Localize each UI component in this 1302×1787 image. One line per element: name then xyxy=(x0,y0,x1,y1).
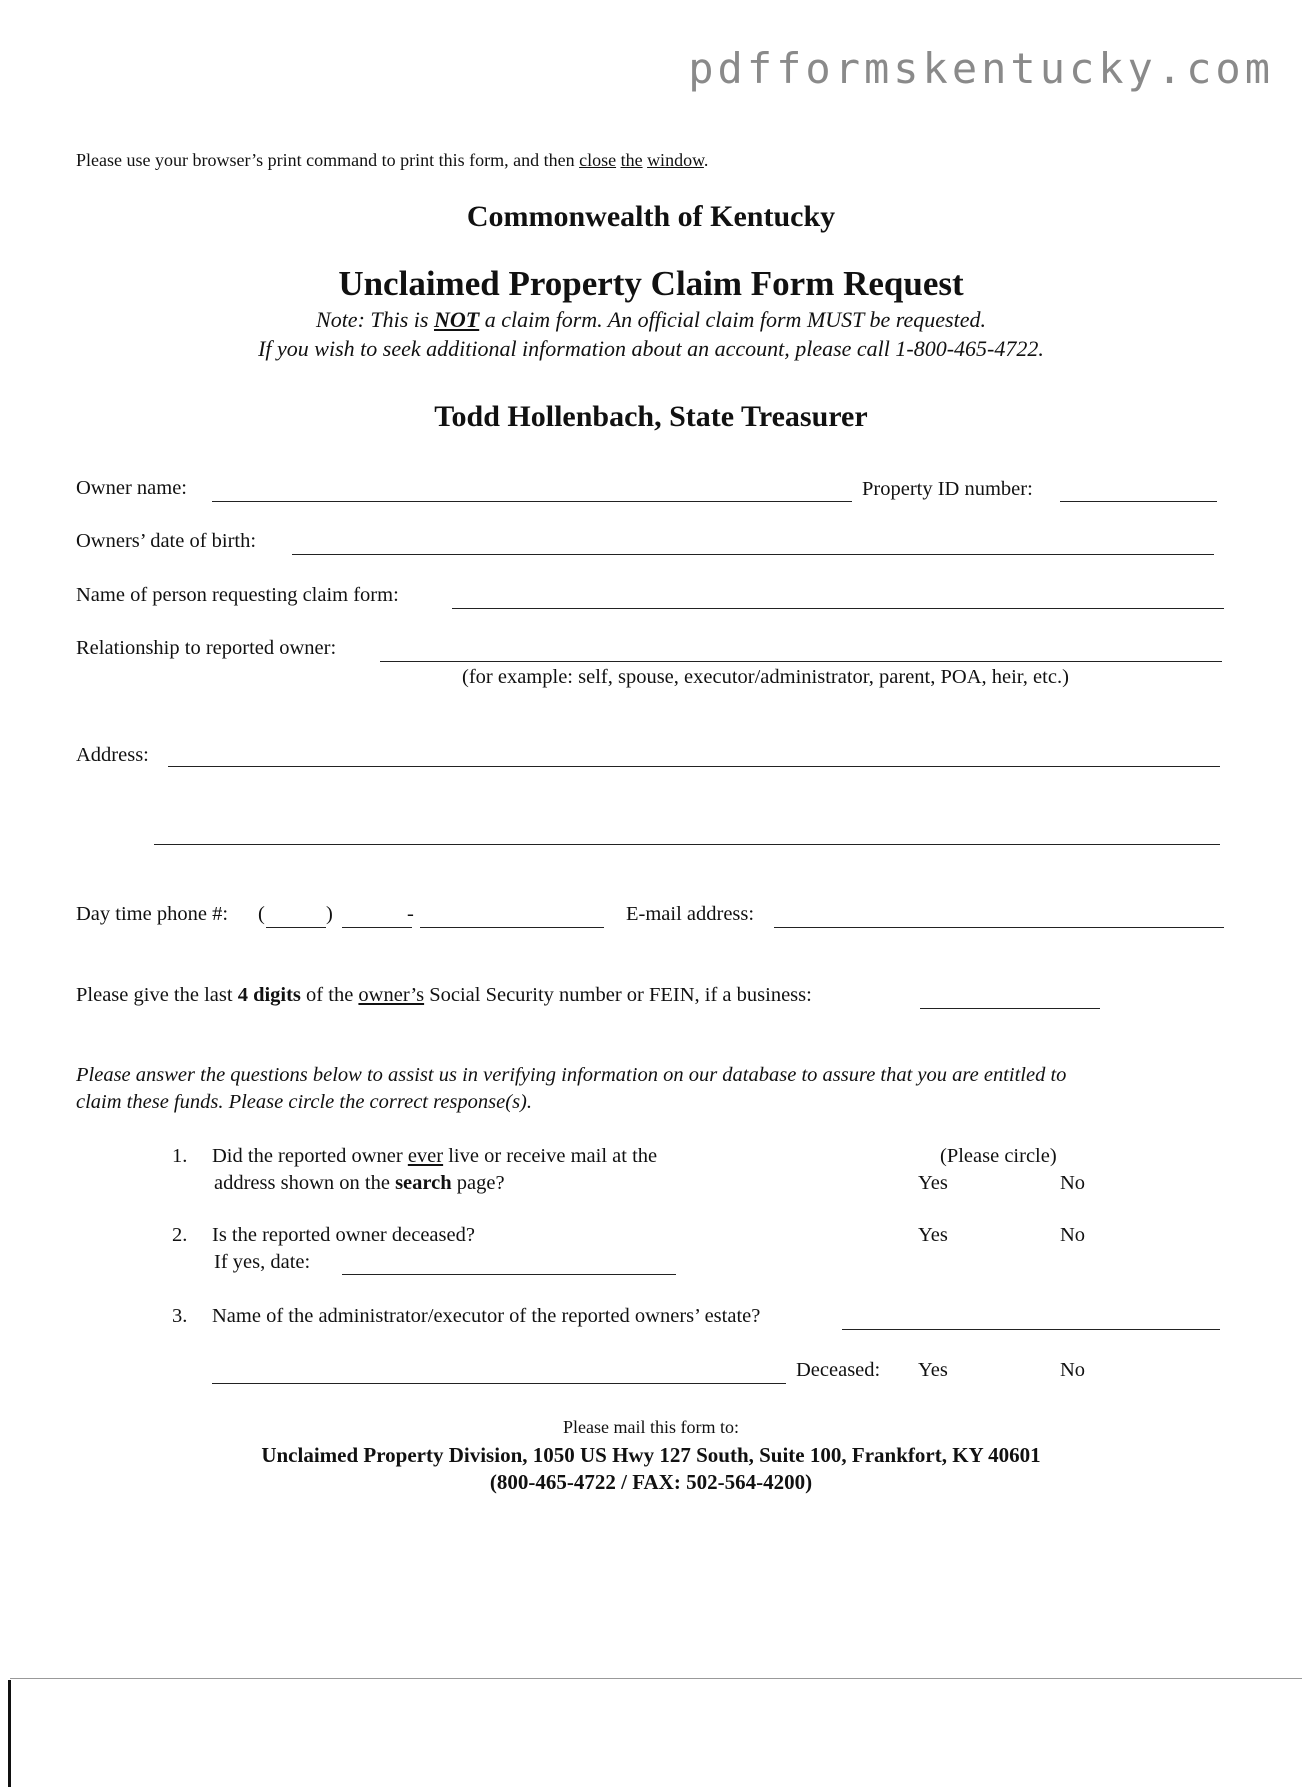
q1-yes[interactable]: Yes xyxy=(918,1172,948,1194)
scan-edge-mark xyxy=(8,1680,11,1787)
ssn-text-e: Social Security number or FEIN, if a business: xyxy=(424,984,812,1006)
ssn-label xyxy=(76,984,812,1007)
q3-no[interactable]: No xyxy=(1060,1359,1086,1381)
q1-text-d: page? xyxy=(451,1172,505,1194)
ssn-field[interactable] xyxy=(920,1008,1100,1009)
mailing-address: Unclaimed Property Division, 1050 US Hwy 127 South, Suite 100, Frankfort, KY 40601 xyxy=(261,1443,1041,1467)
dob-label: Owners’ date of birth: xyxy=(76,530,257,552)
close-link[interactable]: close xyxy=(579,150,617,170)
ssn-text-a: Please give the last xyxy=(76,984,238,1006)
phone-open-paren: ( xyxy=(258,903,265,925)
q1-search: search xyxy=(395,1172,452,1194)
q1-text-a: Did the reported owner xyxy=(212,1145,408,1167)
q2-yes[interactable]: Yes xyxy=(918,1224,948,1246)
form-title: Unclaimed Property Claim Form Request xyxy=(338,264,964,303)
instructions-line-1: Please answer the questions below to assist us in verifying information on our database to assure that you are entitled to xyxy=(76,1064,1067,1086)
phone-close-paren: ) xyxy=(326,903,333,925)
q3-name-field[interactable] xyxy=(842,1329,1220,1330)
contact-phones: (800-465-4722 / FAX: 502-564-4200) xyxy=(489,1470,813,1494)
ssn-text-c: of the xyxy=(300,984,359,1006)
q3-name-field-2[interactable] xyxy=(212,1383,786,1384)
email-field[interactable] xyxy=(774,927,1224,928)
q2-text: Is the reported owner deceased? xyxy=(212,1224,475,1246)
note-line-2: If you wish to seek additional information about an account, please call 1-800-465-4722. xyxy=(258,336,1044,361)
instructions-line-2: claim these funds. Please circle the correct response(s). xyxy=(76,1091,532,1113)
q2-date-field[interactable] xyxy=(342,1274,676,1275)
relationship-example: (for example: self, spouse, executor/administrator, parent, POA, heir, etc.) xyxy=(462,666,1069,688)
relationship-label: Relationship to reported owner: xyxy=(76,637,337,659)
ssn-four-digits: 4 digits xyxy=(237,984,301,1006)
relationship-field[interactable] xyxy=(380,661,1222,662)
q1-text-c: address shown on the xyxy=(214,1172,396,1194)
print-instruction-end: . xyxy=(703,150,709,170)
q1-number: 1. xyxy=(172,1145,188,1167)
note-line-1 xyxy=(0,307,1302,333)
address-field-1[interactable] xyxy=(168,766,1220,767)
note-not: NOT xyxy=(433,307,480,332)
note-text-a: Note: This is xyxy=(316,307,434,332)
the-link[interactable]: the xyxy=(620,150,643,170)
requester-field[interactable] xyxy=(452,608,1224,609)
requester-label: Name of person requesting claim form: xyxy=(76,584,399,606)
q1-text-b: live or receive mail at the xyxy=(443,1145,658,1167)
q3-text: Name of the administrator/executor of the reported owners’ estate? xyxy=(212,1305,761,1327)
q2-number: 2. xyxy=(172,1224,188,1246)
property-id-field[interactable] xyxy=(1060,501,1217,502)
q1-ever: ever xyxy=(407,1145,444,1167)
phone-prefix-field[interactable] xyxy=(342,927,412,928)
email-label: E-mail address: xyxy=(626,903,755,925)
page-bottom-rule xyxy=(10,1678,1302,1679)
print-instruction-text: Please use your browser’s print command to print this form, and then xyxy=(76,150,580,170)
q1-line-1 xyxy=(212,1145,657,1168)
phone-number-field[interactable] xyxy=(420,927,604,928)
q3-deceased-label: Deceased: xyxy=(796,1359,881,1381)
owner-name-field[interactable] xyxy=(212,501,852,502)
q3-number: 3. xyxy=(172,1305,188,1327)
q2-no[interactable]: No xyxy=(1060,1224,1086,1246)
phone-area-code-field[interactable] xyxy=(266,927,326,928)
address-field-2[interactable] xyxy=(154,844,1220,845)
note-text-b: a claim form. An official claim form MUST be requested. xyxy=(479,307,986,332)
owner-name-label: Owner name: xyxy=(76,477,187,499)
ssn-owners: owner’s xyxy=(358,984,425,1006)
state-heading: Commonwealth of Kentucky xyxy=(466,200,836,233)
watermark: pdfformskentucky.com xyxy=(688,44,1274,93)
q3-yes[interactable]: Yes xyxy=(918,1359,948,1381)
phone-label: Day time phone #: xyxy=(76,903,229,925)
q1-line-2 xyxy=(214,1172,505,1195)
property-id-label: Property ID number: xyxy=(862,478,1033,500)
mail-instruction: Please mail this form to: xyxy=(563,1417,739,1437)
address-label: Address: xyxy=(76,744,149,766)
please-circle-label: (Please circle) xyxy=(940,1145,1057,1167)
dob-field[interactable] xyxy=(292,554,1214,555)
phone-dash: - xyxy=(407,903,414,925)
q1-no[interactable]: No xyxy=(1060,1172,1086,1194)
treasurer-heading: Todd Hollenbach, State Treasurer xyxy=(434,400,868,433)
q2-date-label: If yes, date: xyxy=(214,1251,311,1273)
window-link[interactable]: window xyxy=(647,150,704,170)
print-instruction xyxy=(76,150,708,171)
